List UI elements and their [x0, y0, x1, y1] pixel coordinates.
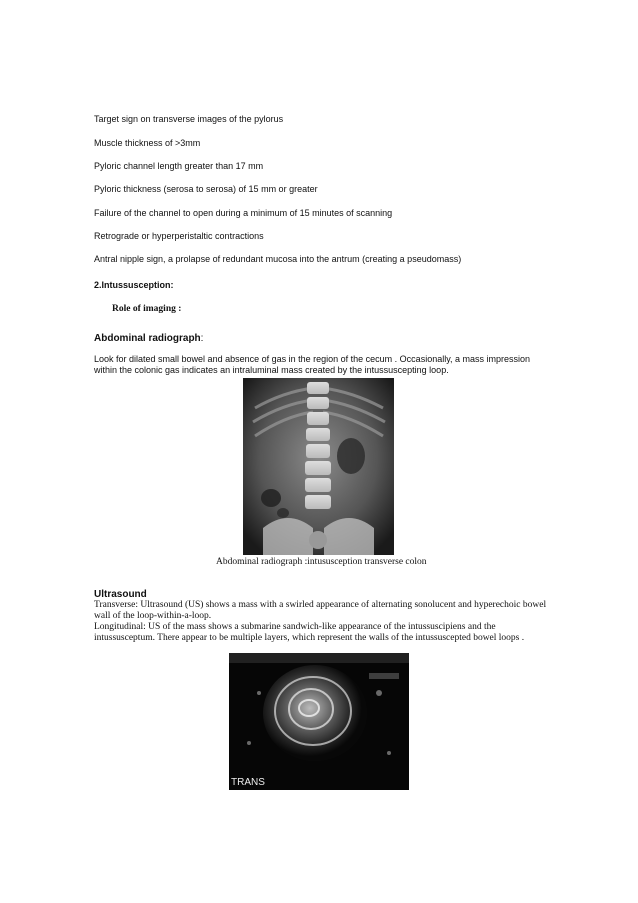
xray-illustration: [243, 378, 394, 555]
radiograph-caption: Abdominal radiograph :intususception transverse colon: [216, 557, 427, 567]
criterion-7: Antral nipple sign, a prolapse of redundant mucosa into the antrum (creating a pseudomass): [94, 254, 462, 264]
criterion-6: Retrograde or hyperperistaltic contractions: [94, 231, 264, 241]
abdominal-radiograph-image: [243, 378, 394, 555]
section-heading-intussusception: 2.Intussusception:: [94, 280, 174, 290]
criterion-5: Failure of the channel to open during a minimum of 15 minutes of scanning: [94, 208, 393, 218]
ultrasound-transverse-text: Transverse: Ultrasound (US) shows a mass with a swirled appearance of alternating sonolucent and hyperechoic bowel wall of the loop-within-a-loop.: [94, 600, 547, 621]
ultrasound-paragraph: [94, 600, 554, 644]
radiograph-heading-colon: :: [200, 333, 204, 344]
criterion-4: Pyloric thickness (serosa to serosa) of 15 mm or greater: [94, 184, 318, 194]
ultrasound-heading: Ultrasound: [94, 589, 147, 600]
criterion-2: Muscle thickness of >3mm: [94, 138, 201, 148]
criterion-3: Pyloric channel length greater than 17 mm: [94, 161, 264, 171]
ultrasound-image: [229, 653, 409, 790]
ultrasound-longitudinal-text: Longitudinal: US of the mass shows a submarine sandwich-like appearance of the intussuscipiens and the intussusceptum. There appear to be multiple layers, which represent the walls of the intussuscepted bowel loops .: [94, 622, 525, 643]
radiograph-heading-text: Abdominal radiograph: [94, 333, 201, 344]
ultrasound-trans-label: TRANS: [231, 777, 265, 788]
role-of-imaging-heading: Role of imaging :: [112, 304, 182, 314]
radiograph-heading: [94, 328, 203, 346]
radiograph-paragraph: Look for dilated small bowel and absence of gas in the region of the cecum . Occasionally, a mass impression within the colonic gas indicates an intraluminal mass created by the intussuscepting loop.: [94, 354, 531, 375]
criterion-1: Target sign on transverse images of the pylorus: [94, 114, 284, 124]
ultrasound-illustration: [229, 653, 409, 790]
